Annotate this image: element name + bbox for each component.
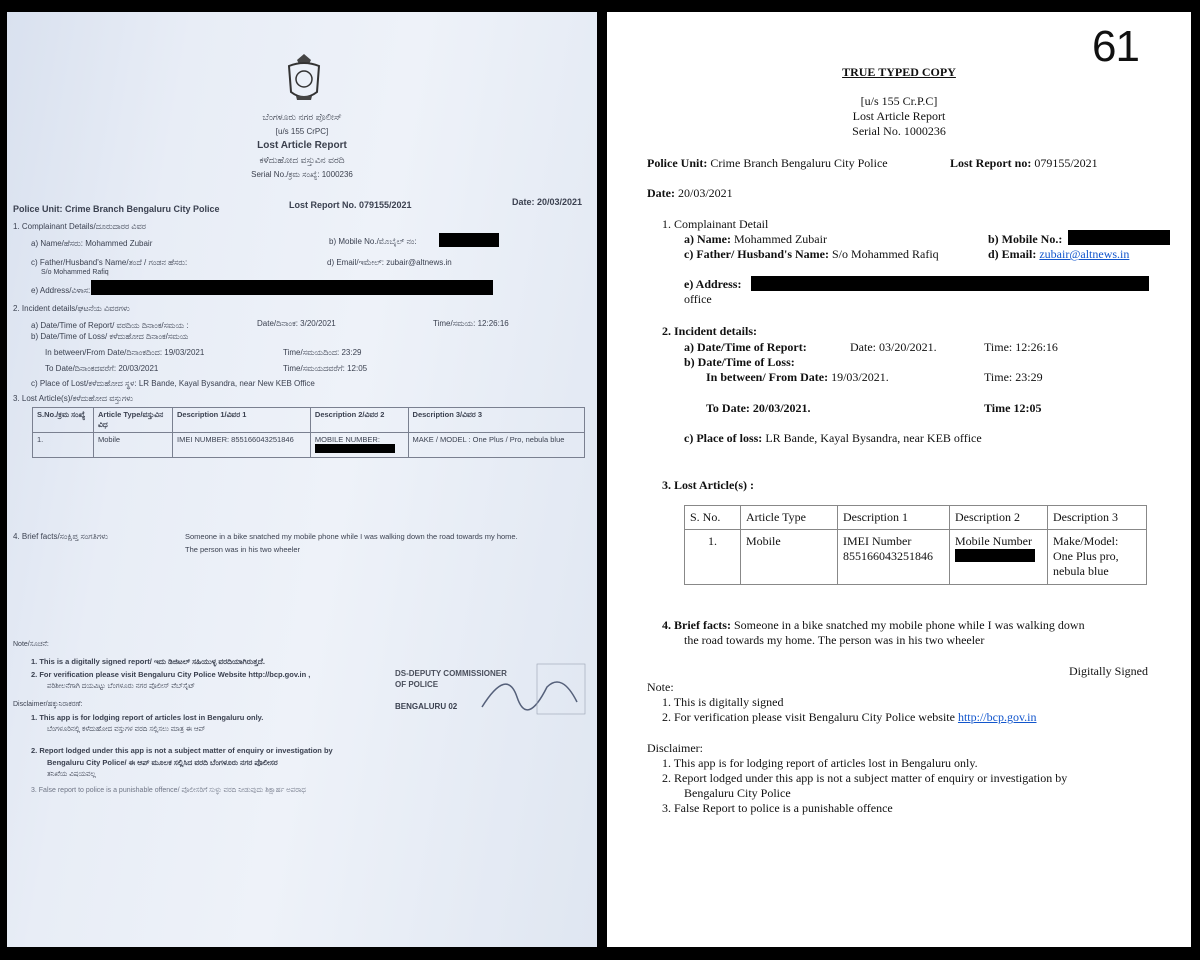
typed-complainant-heading: 1. Complainant Detail bbox=[662, 217, 769, 231]
typed-brief-text-1: Someone in a bike snatched my mobile phone while I was walking down bbox=[733, 618, 1085, 632]
typed-copy-panel bbox=[607, 12, 1191, 947]
original-complainant-heading: 1. Complainant Details/ದೂರುದಾರರ ವಿವರ bbox=[13, 222, 146, 231]
typed-title: Lost Article Report bbox=[852, 109, 946, 123]
typed-section: [u/s 155 Cr.P.C] bbox=[860, 94, 938, 108]
original-stamp-city: BENGALURU 02 bbox=[395, 702, 458, 711]
typed-make-line3: nebula blue bbox=[1053, 564, 1109, 578]
original-section: [u/s 155 CrPC] bbox=[275, 127, 329, 136]
original-disc-3: 3. False report to police is a punishable offence/ ಪೊಲೀಸರಿಗೆ ಸುಳ್ಳು ವರದಿ ನೀಡುವುದು ಶಿಕ್ಷಾರ್ಹ ಅಪರಾಧ bbox=[31, 787, 306, 794]
original-note-1: 1. This is a digitally signed report/ ಇದು ಡಿಜಿಟಲ್ ಸಹಿಯುಳ್ಳ ವರದಿಯಾಗಿರುತ್ತದೆ. bbox=[31, 657, 265, 666]
original-disc-1: 1. This app is for lodging report of articles lost in Bengaluru only. bbox=[31, 713, 264, 722]
original-th-desc1: Description 1/ವಿವರ 1 bbox=[173, 408, 311, 433]
typed-from bbox=[706, 370, 889, 385]
typed-place-value: LR Bande, Kayal Bysandra, near KEB office bbox=[765, 431, 982, 445]
typed-td-desc1 bbox=[838, 530, 950, 585]
original-mobile: b) Mobile No./ಮೊಬೈಲ್ ನಂ: bbox=[329, 237, 417, 246]
original-serial: Serial No./ಕ್ರಮ ಸಂಖ್ಯೆ: 1000236 bbox=[251, 170, 353, 179]
typed-imei-value: 855166043251846 bbox=[843, 549, 933, 563]
typed-email-label: d) Email: bbox=[988, 247, 1037, 261]
page-number: 61 bbox=[1092, 22, 1139, 71]
typed-note-1: 1. This is digitally signed bbox=[662, 695, 784, 709]
typed-make-line2: One Plus pro, bbox=[1053, 549, 1119, 563]
original-incident-heading: 2. Incident details/ಘಟನೆಯ ವಿವರಗಳು bbox=[13, 304, 130, 313]
typed-address-tail: office bbox=[684, 292, 712, 306]
original-table-header-row bbox=[33, 408, 585, 433]
typed-mobile-label: b) Mobile No.: bbox=[988, 232, 1063, 246]
typed-disc-2: 2. Report lodged under this app is not a subject matter of enquiry or investigation by bbox=[662, 771, 1068, 785]
typed-report-no-value: 079155/2021 bbox=[1034, 156, 1098, 170]
typed-incident-heading: 2. Incident details: bbox=[662, 324, 758, 338]
typed-email-link[interactable]: zubair@altnews.in bbox=[1039, 247, 1130, 261]
typed-date-label: Date: bbox=[647, 186, 675, 200]
typed-note-label: Note: bbox=[647, 680, 674, 694]
typed-td-desc3 bbox=[1048, 530, 1147, 585]
original-address: e) Address/ವಿಳಾಸ: bbox=[31, 286, 91, 295]
original-td-type: Mobile bbox=[94, 433, 173, 458]
typed-address-redaction bbox=[751, 276, 1149, 291]
original-td-sno: 1. bbox=[33, 433, 94, 458]
typed-lost-articles-table bbox=[684, 505, 1147, 585]
original-td-desc3: MAKE / MODEL : One Plus / Pro, nebula blue bbox=[408, 433, 584, 458]
typed-to-time: Time 12:05 bbox=[984, 401, 1042, 415]
typed-name bbox=[684, 232, 827, 247]
typed-name-value: Mohammed Zubair bbox=[733, 232, 827, 246]
typed-father-value: S/o Mohammed Rafiq bbox=[832, 247, 939, 261]
typed-table-header-row bbox=[685, 506, 1147, 530]
original-police-unit: Police Unit: Crime Branch Bengaluru City Police bbox=[13, 204, 220, 214]
police-emblem-icon bbox=[281, 52, 327, 104]
typed-imei-label: IMEI Number bbox=[843, 534, 912, 548]
original-kannada-title: ಕಳೆದುಹೋದ ವಸ್ತುವಿನ ವರದಿ bbox=[259, 155, 345, 165]
typed-father-label: c) Father/ Husband's Name: bbox=[684, 247, 829, 261]
original-disc-1b: ಬೆಂಗಳೂರಿನಲ್ಲಿ ಕಳೆದುಹೋದ ವಸ್ತುಗಳ ವರದಿ ಸಲ್ಲಿಸಲು ಮಾತ್ರ ಈ ಆಪ್ bbox=[47, 726, 206, 733]
typed-disc-2b: Bengaluru City Police bbox=[684, 786, 791, 800]
typed-disc-1: 1. This app is for lodging report of articles lost in Bengaluru only. bbox=[662, 756, 978, 770]
typed-email bbox=[988, 247, 1129, 262]
original-th-desc2: Description 2/ವಿವರ 2 bbox=[310, 408, 408, 433]
typed-loss-label: b) Date/Time of Loss: bbox=[684, 355, 795, 369]
original-td-desc1: IMEI NUMBER: 855166043251846 bbox=[173, 433, 311, 458]
original-report-dt: a) Date/Time of Report/ ವರದಿಯ ದಿನಾಂಕ/ಸಮಯ : bbox=[31, 321, 189, 330]
original-th-desc3: Description 3/ವಿವರ 3 bbox=[408, 408, 584, 433]
original-lost-report-no: Lost Report No. 079155/2021 bbox=[289, 200, 412, 210]
typed-report-time: Time: 12:26:16 bbox=[984, 340, 1058, 354]
typed-heading: TRUE TYPED COPY bbox=[842, 65, 956, 79]
original-note-label: Note/ಸೂಚನೆ: bbox=[13, 641, 49, 648]
original-report-time: Time/ಸಮಯ: 12:26:16 bbox=[433, 319, 509, 328]
typed-td-type: Mobile bbox=[741, 530, 838, 585]
original-address-redaction bbox=[91, 280, 493, 295]
original-disclaimer-label: Disclaimer/ಹಕ್ಕುನಿರಾಕರಣೆ: bbox=[13, 701, 83, 708]
original-email: d) Email/ಇಮೇಲ್: zubair@altnews.in bbox=[327, 258, 452, 267]
original-lost-heading: 3. Lost Article(s)/ಕಳೆದುಹೋದ ವಸ್ತುಗಳು bbox=[13, 394, 134, 403]
typed-digitally-signed: Digitally Signed bbox=[1069, 664, 1148, 678]
typed-th-type: Article Type bbox=[741, 506, 838, 530]
original-table-row bbox=[33, 433, 585, 458]
original-th-type: Article Type/ವಸ್ತುವಿನ ವಿಧ bbox=[94, 408, 173, 433]
original-note-2: 2. For verification please visit Bengaluru City Police Website http://bcp.gov.in , bbox=[31, 670, 311, 679]
original-report-paper bbox=[7, 12, 597, 947]
typed-bcp-link[interactable]: http://bcp.gov.in bbox=[957, 710, 1037, 724]
original-from-time: Time/ಸಮಯದಿಂದ: 23:29 bbox=[283, 348, 362, 357]
original-brief-label: 4. Brief facts/ಸಂಕ್ಷಿಪ್ತ ಸಂಗತಿಗಳು bbox=[13, 532, 109, 541]
original-name: a) Name/ಹೆಸರು: Mohammed Zubair bbox=[31, 239, 153, 248]
original-brief-text-2: The person was in his two wheeler bbox=[185, 545, 301, 554]
original-td-desc2 bbox=[310, 433, 408, 458]
typed-th-desc2: Description 2 bbox=[950, 506, 1048, 530]
typed-disclaimer-label: Disclaimer: bbox=[647, 741, 703, 755]
typed-from-label: In between/ From Date: bbox=[706, 370, 829, 384]
original-note-2b: ಪರಿಶೀಲನೆಗಾಗಿ ದಯವಿಟ್ಟು ಬೆಂಗಳೂರು ನಗರ ಪೊಲೀಸ್ ವೆಬ್‌ಸೈಟ್ bbox=[47, 683, 196, 690]
typed-brief-text-2: the road towards my home. The person was in his two wheeler bbox=[684, 633, 985, 647]
typed-date bbox=[647, 186, 733, 201]
typed-disc-3: 3. False Report to police is a punishable offence bbox=[662, 801, 893, 815]
original-from-date: In between/From Date/ದಿನಾಂಕದಿಂದ: 19/03/2021 bbox=[45, 348, 205, 357]
typed-td-desc2 bbox=[950, 530, 1048, 585]
typed-place-label: c) Place of loss: bbox=[684, 431, 763, 445]
original-mobile-redaction bbox=[439, 233, 499, 247]
typed-td-sno: 1. bbox=[685, 530, 741, 585]
typed-note-2-text: 2. For verification please visit Bengaluru City Police website bbox=[662, 710, 955, 724]
original-to-date: To Date/ದಿನಾಂಕದವರೆಗೆ: 20/03/2021 bbox=[45, 364, 159, 373]
typed-report-no bbox=[950, 156, 1098, 171]
typed-serial: Serial No. 1000236 bbox=[852, 124, 946, 138]
typed-report-label: a) Date/Time of Report: bbox=[684, 340, 807, 354]
typed-unit-label: Police Unit: bbox=[647, 156, 708, 170]
typed-from-value: 19/03/2021. bbox=[831, 370, 889, 384]
original-to-time: Time/ಸಮಯದವರೆಗೆ: 12:05 bbox=[283, 364, 368, 373]
typed-table-row bbox=[685, 530, 1147, 585]
original-disc-2c: ತನಿಖೆಯ ವಿಷಯವಲ್ಲ bbox=[47, 771, 96, 778]
typed-to-date: To Date: 20/03/2021. bbox=[706, 401, 811, 415]
typed-police-unit bbox=[647, 156, 888, 171]
original-signature-stamp: DS-DEPUTY COMMISSIONER OF POLICE bbox=[395, 669, 507, 689]
typed-mobile-number-redaction bbox=[955, 549, 1035, 562]
typed-name-label: a) Name: bbox=[684, 232, 731, 246]
original-th-sno: S.No./ಕ್ರಮ ಸಂಖ್ಯೆ bbox=[33, 408, 94, 433]
typed-from-time: Time: 23:29 bbox=[984, 370, 1043, 384]
typed-date-value: 20/03/2021 bbox=[677, 186, 733, 200]
typed-lost-heading: 3. Lost Article(s) : bbox=[662, 478, 754, 492]
typed-brief-label: 4. Brief facts: bbox=[662, 618, 731, 632]
original-td-desc2-label: MOBILE NUMBER: bbox=[314, 435, 380, 444]
typed-father bbox=[684, 247, 939, 262]
original-father-value: S/o Mohammed Rafiq bbox=[41, 269, 109, 276]
original-kannada-city-police: ಬೆಂಗಳೂರು ನಗರ ಪೊಲೀಸ್ bbox=[262, 112, 342, 122]
typed-mobile-redaction bbox=[1068, 230, 1170, 245]
typed-th-desc3: Description 3 bbox=[1048, 506, 1147, 530]
original-disc-2: 2. Report lodged under this app is not a subject matter of enquiry or investigation by bbox=[31, 746, 333, 755]
original-brief-text-1: Someone in a bike snatched my mobile phone while I was walking down the road towards my home. bbox=[185, 532, 518, 541]
original-title: Lost Article Report bbox=[257, 140, 347, 151]
typed-address-label: e) Address: bbox=[684, 277, 742, 291]
original-date: Date: 20/03/2021 bbox=[512, 197, 583, 207]
original-mobile-number-redaction bbox=[315, 444, 395, 453]
typed-place bbox=[684, 431, 982, 446]
typed-th-desc1: Description 1 bbox=[838, 506, 950, 530]
typed-mobile-number-label: Mobile Number bbox=[955, 534, 1032, 548]
typed-make-label: Make/Model: bbox=[1053, 534, 1119, 548]
original-loss-dt: b) Date/Time of Loss/ ಕಳೆದುಹೋದ ದಿನಾಂಕ/ಸಮಯ bbox=[31, 332, 189, 341]
original-lost-articles-table bbox=[32, 407, 585, 458]
original-place: c) Place of Lost/ಕಳೆದುಹೋದ ಸ್ಥಳ: LR Bande, Kayal Bysandra, near New KEB Office bbox=[31, 379, 315, 388]
digital-signature-icon bbox=[477, 662, 587, 717]
typed-report-date: Date: 03/20/2021. bbox=[850, 340, 937, 354]
original-report-date: Date/ದಿನಾಂಕ: 3/20/2021 bbox=[257, 319, 336, 328]
typed-th-sno: S. No. bbox=[685, 506, 741, 530]
typed-report-no-label: Lost Report no: bbox=[950, 156, 1032, 170]
typed-brief bbox=[662, 618, 1085, 633]
original-disc-2b: Bengaluru City Police/ ಈ ಆಪ್ ಮೂಲಕ ಸಲ್ಲಿಸಿದ ವರದಿ ಬೆಂಗಳೂರು ನಗರ ಪೊಲೀಸರ bbox=[47, 758, 278, 767]
typed-unit-value: Crime Branch Bengaluru City Police bbox=[710, 156, 888, 170]
typed-note-2 bbox=[662, 710, 1037, 725]
original-father: c) Father/Husband's Name/ತಂದೆ / ಗಂಡನ ಹೆಸರು: bbox=[31, 258, 188, 267]
